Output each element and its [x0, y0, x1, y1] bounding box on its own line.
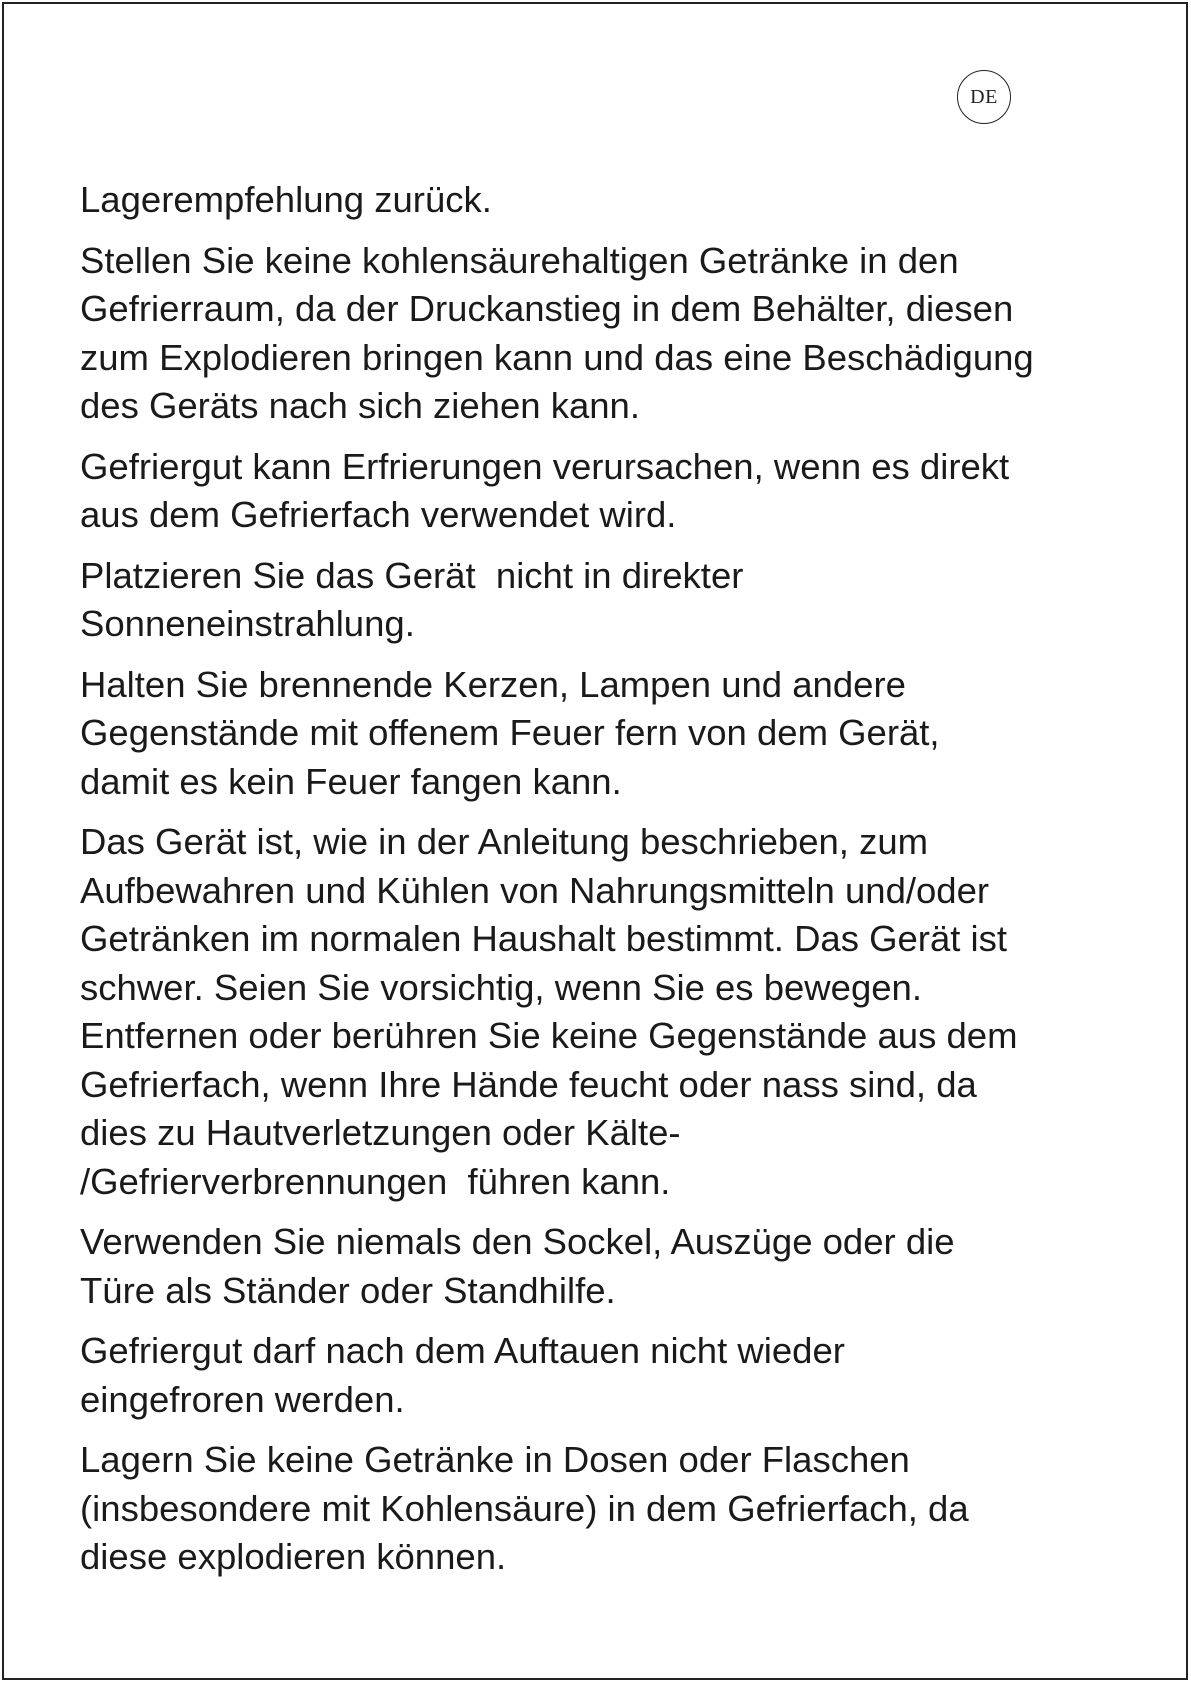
paragraph-storage-recommendation: [80, 176, 1140, 225]
text-line: Platzieren Sie das Gerät nicht in direkter: [80, 554, 744, 596]
language-badge: [957, 70, 1011, 124]
text-line: dies zu Hautverletzungen oder Kälte-: [80, 1112, 681, 1153]
paragraph-cans-bottles: [80, 1436, 1140, 1582]
paragraph-frostbite: [80, 443, 1140, 540]
text-line: Entfernen oder berühren Sie keine Gegenstände aus dem: [80, 1015, 1018, 1056]
paragraph-carbonated-drinks: [80, 237, 1140, 431]
text-line: zum Explodieren bringen kann und das eine Beschädigung: [80, 336, 1034, 378]
text-line: des Geräts nach sich ziehen kann.: [80, 385, 640, 426]
text-line: damit es kein Feuer fangen kann.: [80, 760, 622, 802]
text-line: Gegenstände mit offenem Feuer fern von dem Gerät,: [80, 712, 940, 753]
text-line: Lagern Sie keine Getränke in Dosen oder Flaschen: [80, 1439, 910, 1480]
text-line: eingefroren werden.: [80, 1378, 405, 1420]
paragraph-refreezing: [80, 1327, 1140, 1424]
text-line: schwer. Seien Sie vorsichtig, wenn Sie es bewegen.: [80, 966, 922, 1008]
text-line: Das Gerät ist, wie in der Anleitung beschrieben, zum: [80, 821, 929, 862]
text-line: diese explodieren können.: [80, 1536, 507, 1577]
page-frame: [2, 2, 1188, 1680]
language-badge-label: DE: [970, 85, 998, 108]
text-line: Gefriergut kann Erfrierungen verursachen, wenn es direkt: [80, 445, 1010, 487]
text-line: Sonneneinstrahlung.: [80, 603, 415, 644]
text-line: Türe als Ständer oder Standhilfe.: [80, 1269, 616, 1311]
text-line: Stellen Sie keine kohlensäurehaltigen Getränke in den: [80, 239, 959, 281]
paragraph-intended-use: [80, 818, 1140, 1206]
text-line: aus dem Gefrierfach verwendet wird.: [80, 494, 677, 535]
text-line: Aufbewahren und Kühlen von Nahrungsmitteln und/oder: [80, 869, 990, 911]
paragraph-base-as-step: [80, 1218, 1140, 1315]
paragraph-sunlight: [80, 552, 1140, 649]
text-line: Halten Sie brennende Kerzen, Lampen und andere: [80, 663, 906, 705]
text-line: /Gefrierverbrennungen führen kann.: [80, 1160, 671, 1202]
text-line: Gefrierfach, wenn Ihre Hände feucht oder nass sind, da: [80, 1063, 977, 1105]
text-line: Verwenden Sie niemals den Sockel, Auszüge oder die: [80, 1221, 955, 1262]
text-line: Gefriergut darf nach dem Auftauen nicht wieder: [80, 1330, 845, 1371]
text-line: Gefrierraum, da der Druckanstieg in dem Behälter, diesen: [80, 288, 1014, 329]
paragraph-open-fire: [80, 661, 1140, 807]
text-line: Lagerempfehlung zurück.: [80, 179, 492, 220]
text-line: (insbesondere mit Kohlensäure) in dem Gefrierfach, da: [80, 1487, 969, 1529]
page-body: [80, 176, 1140, 1594]
text-line: Getränken im normalen Haushalt bestimmt. Das Gerät ist: [80, 918, 1008, 959]
